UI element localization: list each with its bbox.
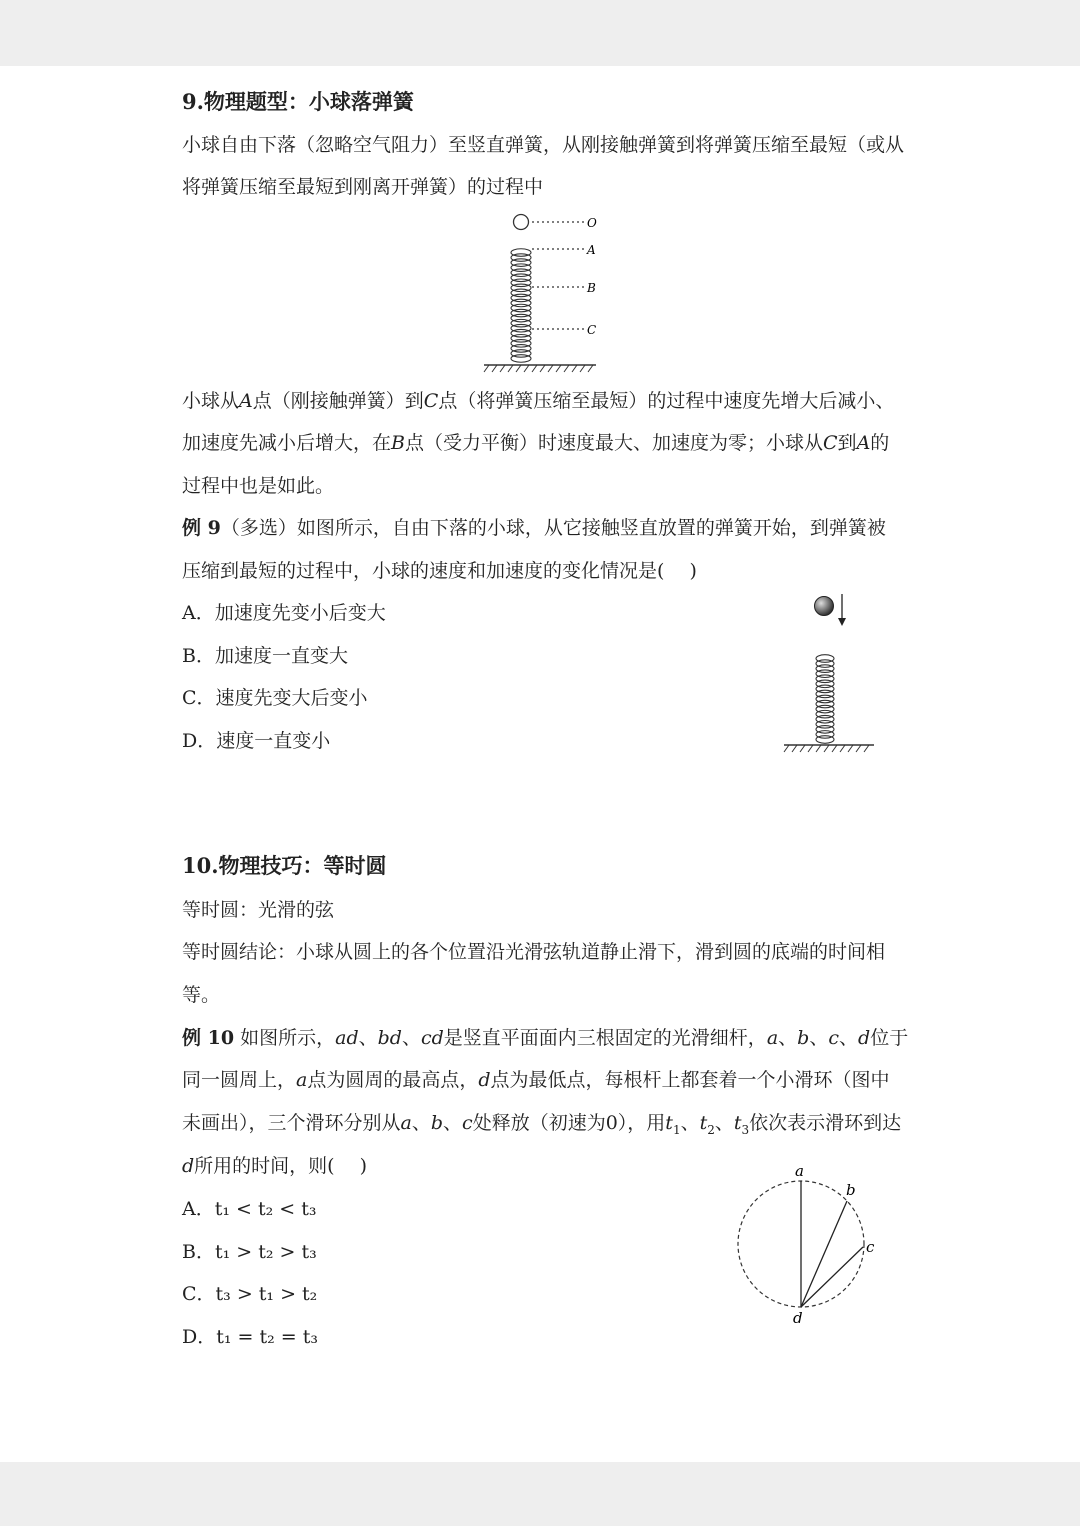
hatch-mark xyxy=(816,745,821,752)
spring-coil xyxy=(511,249,531,363)
hatch-mark xyxy=(580,365,585,372)
rod-bd xyxy=(801,1201,847,1307)
hatch-mark xyxy=(824,745,829,752)
isochronous-circle-diagram xyxy=(725,1160,885,1330)
ex9-option-d: D．速度一直变小 xyxy=(182,730,331,752)
spring-diagram-2 xyxy=(780,590,880,755)
ground-hatch xyxy=(784,745,869,752)
spring-loop xyxy=(816,736,834,744)
label-d: d xyxy=(793,1309,803,1327)
hatch-mark xyxy=(856,745,861,752)
section-10-title: 10.物理技巧：等时圆 xyxy=(182,853,387,878)
label-c: c xyxy=(866,1238,875,1256)
label-o: O xyxy=(587,216,597,230)
label-a: A xyxy=(587,243,596,257)
hatch-mark xyxy=(832,745,837,752)
hatch-mark xyxy=(524,365,529,372)
sec9-para-line-3: 过程中也是如此。 xyxy=(182,475,335,497)
hatch-mark xyxy=(532,365,537,372)
ball-icon xyxy=(815,597,834,616)
hatch-mark xyxy=(840,745,845,752)
ex10-option-c: C．t₃ > t₁ > t₂ xyxy=(182,1283,318,1305)
example-10-line-1: 例 10 如图所示，ad、bd、cd是竖直平面面内三根固定的光滑细杆，a、b、c、d位于 xyxy=(182,1027,909,1049)
hatch-mark xyxy=(516,365,521,372)
spring-diagram-1 xyxy=(480,208,610,378)
hatch-mark xyxy=(540,365,545,372)
example-9-line-1: 例 9（多选）如图所示，自由下落的小球，从它接触竖直放置的弹簧开始，到弹簧被 xyxy=(182,517,886,539)
label-b: B xyxy=(587,281,596,295)
ex10-option-a: A．t₁ < t₂ < t₃ xyxy=(182,1198,317,1220)
example-10-line-4: d所用的时间，则( ) xyxy=(182,1155,368,1177)
hatch-mark xyxy=(548,365,553,372)
sec9-para-line-2: 加速度先减小后增大，在B点（受力平衡）时速度最大、加速度为零；小球从C到A的 xyxy=(182,432,890,454)
ball-icon xyxy=(514,215,529,230)
hatch-mark xyxy=(564,365,569,372)
sec10-line-2: 等时圆结论：小球从圆上的各个位置沿光滑弦轨道静止滑下，滑到圆的底端的时间相 xyxy=(182,941,886,963)
label-b: b xyxy=(846,1181,856,1199)
hatch-mark xyxy=(864,745,869,752)
ex10-option-d: D．t₁ = t₂ = t₃ xyxy=(182,1326,318,1348)
ex9-option-a: A．加速度先变小后变大 xyxy=(182,602,386,624)
hatch-mark xyxy=(508,365,513,372)
sec9-intro-line-2: 将弹簧压缩至最短到刚离开弹簧）的过程中 xyxy=(182,176,544,198)
ex10-option-b: B．t₁ > t₂ > t₃ xyxy=(182,1241,317,1263)
label-c: C xyxy=(587,323,597,337)
hatch-mark xyxy=(848,745,853,752)
sec10-line-3: 等。 xyxy=(182,984,221,1006)
hatch-mark xyxy=(792,745,797,752)
sec10-line-1: 等时圆：光滑的弦 xyxy=(182,899,335,921)
sec9-intro-line-1: 小球自由下落（忽略空气阻力）至竖直弹簧，从刚接触弹簧到将弹簧压缩至最短（或从 xyxy=(182,134,905,156)
example-9-line-2: 压缩到最短的过程中，小球的速度和加速度的变化情况是( ) xyxy=(182,560,697,582)
sec9-para-line-1: 小球从A点（刚接触弹簧）到C点（将弹簧压缩至最短）的过程中速度先增大后减小、 xyxy=(182,390,895,412)
hatch-mark xyxy=(808,745,813,752)
hatch-mark xyxy=(588,365,593,372)
hatch-mark xyxy=(784,745,789,752)
hatch-mark xyxy=(800,745,805,752)
ex9-option-b: B．加速度一直变大 xyxy=(182,645,348,667)
hatch-mark xyxy=(492,365,497,372)
hatch-mark xyxy=(572,365,577,372)
label-a: a xyxy=(795,1162,804,1180)
spring-coil xyxy=(816,655,834,744)
section-9-title: 9.物理题型：小球落弹簧 xyxy=(182,89,414,114)
ex9-option-c: C．速度先变大后变小 xyxy=(182,687,368,709)
example-10-line-3: 未画出），三个滑环分别从a、b、c处释放（初速为0），用$t_1$、$t_2$、$t_3$依次表示滑环到达 xyxy=(182,1112,902,1137)
hatch-mark xyxy=(484,365,489,372)
ground-hatch xyxy=(484,365,593,372)
example-10-line-2: 同一圆周上，a点为圆周的最高点，d点为最低点，每根杆上都套着一个小滑环（图中 xyxy=(182,1069,890,1091)
rod-cd xyxy=(801,1247,863,1307)
example-9-label: 例 9 xyxy=(182,517,221,539)
arrow-head xyxy=(838,618,846,626)
example-10-label: 例 10 xyxy=(182,1027,235,1049)
hatch-mark xyxy=(556,365,561,372)
hatch-mark xyxy=(500,365,505,372)
spring-loop xyxy=(511,355,531,363)
